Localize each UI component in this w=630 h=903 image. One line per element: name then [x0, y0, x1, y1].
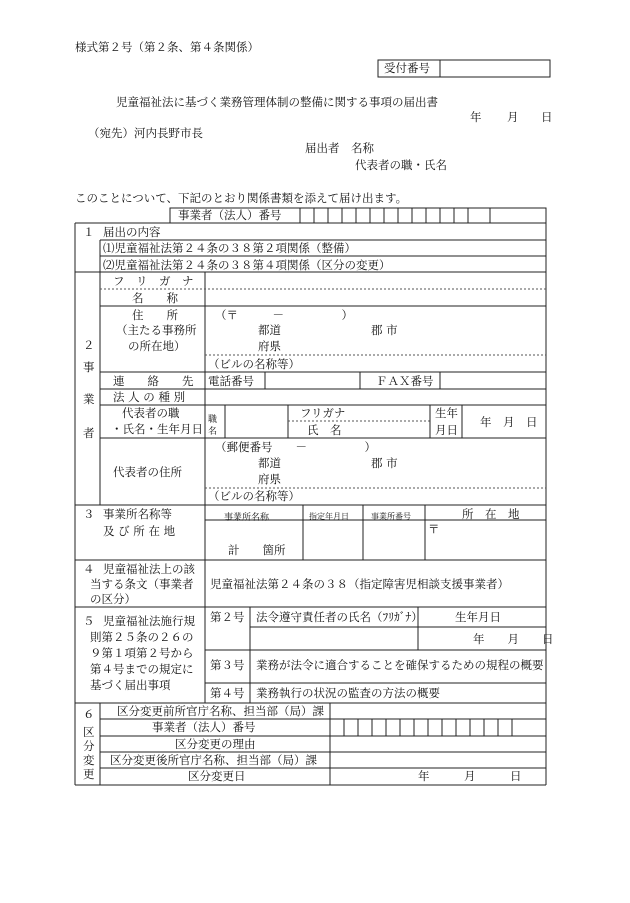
- designation-date-header: 指定年月日: [309, 512, 349, 521]
- shoku-label-2: 名: [208, 427, 218, 437]
- operator-number-label: 事業者（法人）番号: [178, 208, 282, 222]
- addressee: （宛先）河内長野市長: [88, 126, 203, 140]
- rep-prefecture-2: 府県: [258, 472, 281, 486]
- birth-label-2: 月日: [435, 423, 458, 437]
- sec5-line-5: 基づく届出事項: [90, 678, 171, 692]
- receipt-label: 受付番号: [384, 61, 430, 75]
- form-number: 様式第２号（第２条、第４条関係）: [75, 40, 259, 54]
- sec4-number: ４: [83, 562, 95, 576]
- sec4-line-3: の区分）: [90, 592, 136, 606]
- sec1-number: １: [83, 225, 95, 239]
- sec2-side-3: 者: [83, 426, 95, 440]
- sec6-side-1: 区: [83, 725, 95, 739]
- prefecture-1: 都道: [258, 323, 281, 337]
- sec5-no4: 第４号: [210, 686, 245, 700]
- rep-name-label: 氏 名: [307, 423, 342, 437]
- office-total: 計 箇所: [228, 543, 286, 557]
- sec4-line-1: 児童福祉法上の該: [103, 562, 195, 576]
- rep-gun-shi: 郡 市: [371, 456, 398, 470]
- location-header: 所 在 地: [462, 507, 520, 521]
- sec5-line-3: ９第１項第２号から: [90, 646, 194, 660]
- office-name-header: 事業所名称: [224, 513, 270, 523]
- sec4-value: 児童福祉法第２４条の３８（指定障害児相談支援事業者）: [210, 577, 509, 591]
- sec6-row-1: 区分変更前所官庁名称、担当部（局）課: [117, 704, 324, 718]
- rules-summary-label: 業務が法令に適合することを確保するための規程の概要: [256, 658, 544, 672]
- document-title: 児童福祉法に基づく業務管理体制の整備に関する事項の届出書: [116, 95, 438, 109]
- date-day: 日: [541, 110, 553, 124]
- receipt-number-field[interactable]: [442, 61, 548, 76]
- sec6-change-date: 年 月 日: [418, 769, 522, 783]
- date-month: 月: [507, 110, 519, 124]
- contact-label: 連 絡 先: [113, 374, 194, 388]
- representative-label: 代表者の職・氏名: [355, 158, 447, 172]
- furigana-label: フ リ ガ ナ: [113, 274, 194, 288]
- sec6-row-3: 区分変更の理由: [175, 737, 256, 751]
- postal-code[interactable]: （〒 － ）: [215, 308, 353, 322]
- rep-label-1: 代表者の職: [122, 406, 180, 420]
- rep-furigana-label: フリガナ: [300, 406, 346, 420]
- birthday-ymd: 年 月 日: [473, 632, 554, 646]
- name-label: 名 称: [132, 291, 178, 305]
- sec5-line-2: 則第２５条の２６の: [90, 630, 194, 644]
- sec4-line-2: 当する条文（事業者: [90, 577, 194, 591]
- rep-prefecture-1: 都道: [258, 456, 281, 470]
- birth-label-1: 生年: [435, 406, 458, 420]
- sec2-side-2: 業: [83, 392, 95, 406]
- sec1-item-1[interactable]: ⑴児童福祉法第２４条の３８第２項関係（整備）: [103, 241, 356, 255]
- shoku-label-1: 職: [208, 415, 218, 425]
- postal-mark: 〒: [428, 522, 440, 536]
- fax-label: ＦＡＸ番号: [376, 374, 434, 388]
- address-label: 住 所: [132, 308, 178, 322]
- sec5-no2: 第２号: [210, 610, 245, 624]
- address-sub-1: （主たる事務所: [116, 323, 197, 337]
- compliance-officer-label: 法令遵守責任者の氏名（ﾌﾘｶﾞﾅ）: [256, 610, 423, 624]
- sec6-row-4: 区分変更後所官庁名称、担当部（局）課: [110, 753, 317, 767]
- sec6-side-3: 変: [83, 753, 95, 767]
- sec2-number: ２: [83, 338, 95, 352]
- sec5-line-1: 児童福祉法施行規: [103, 614, 195, 628]
- sec3-number: ３: [83, 507, 95, 521]
- gun-shi: 郡 市: [371, 323, 398, 337]
- date-year: 年: [470, 110, 482, 124]
- notifier-name-label: 届出者 名称: [305, 141, 374, 155]
- sec5-number: ５: [83, 614, 95, 628]
- sec1-item-2[interactable]: ⑵児童福祉法第２４条の３８第４項関係（区分の変更）: [103, 258, 391, 272]
- office-number-header: 事業所番号: [371, 512, 411, 521]
- tel-field[interactable]: [266, 373, 359, 388]
- sec3-title-1: 事業所名称等: [103, 507, 172, 521]
- audit-method-label: 業務執行の状況の監査の方法の概要: [256, 686, 440, 700]
- rep-building-name[interactable]: （ビルの名称等）: [208, 489, 300, 503]
- sec2-side-1: 事: [83, 360, 95, 374]
- sec1-title: 届出の内容: [103, 225, 161, 239]
- sec6-row-5: 区分変更日: [188, 769, 246, 783]
- building-name[interactable]: （ビルの名称等）: [208, 357, 300, 371]
- sec5-line-4: 第４号までの規定に: [90, 662, 194, 676]
- birthday-label: 生年月日: [455, 610, 501, 624]
- sec6-side-4: 更: [83, 767, 95, 781]
- sec6-number: ６: [83, 707, 95, 721]
- rep-label-2: ・氏名・生年月日: [111, 422, 203, 436]
- intro-text: このことについて、下記のとおり関係書類を添えて届け出ます。: [75, 191, 408, 205]
- sec3-title-2: 及 び 所 在 地: [103, 524, 176, 538]
- rep-postal-code[interactable]: （郵便番号 － ）: [215, 440, 376, 454]
- sec6-row-2: 事業者（法人）番号: [152, 720, 256, 734]
- sec5-no3: 第３号: [210, 658, 245, 672]
- birth-ymd: 年 月 日: [480, 415, 538, 429]
- corp-type-label: 法 人 の 種 別: [113, 390, 186, 404]
- prefecture-2: 府県: [258, 339, 281, 353]
- address-sub-2: の所在地）: [128, 339, 186, 353]
- tel-label: 電話番号: [208, 374, 254, 388]
- rep-address-label: 代表者の住所: [113, 465, 182, 479]
- fax-field[interactable]: [441, 373, 545, 388]
- sec6-side-2: 分: [83, 739, 95, 753]
